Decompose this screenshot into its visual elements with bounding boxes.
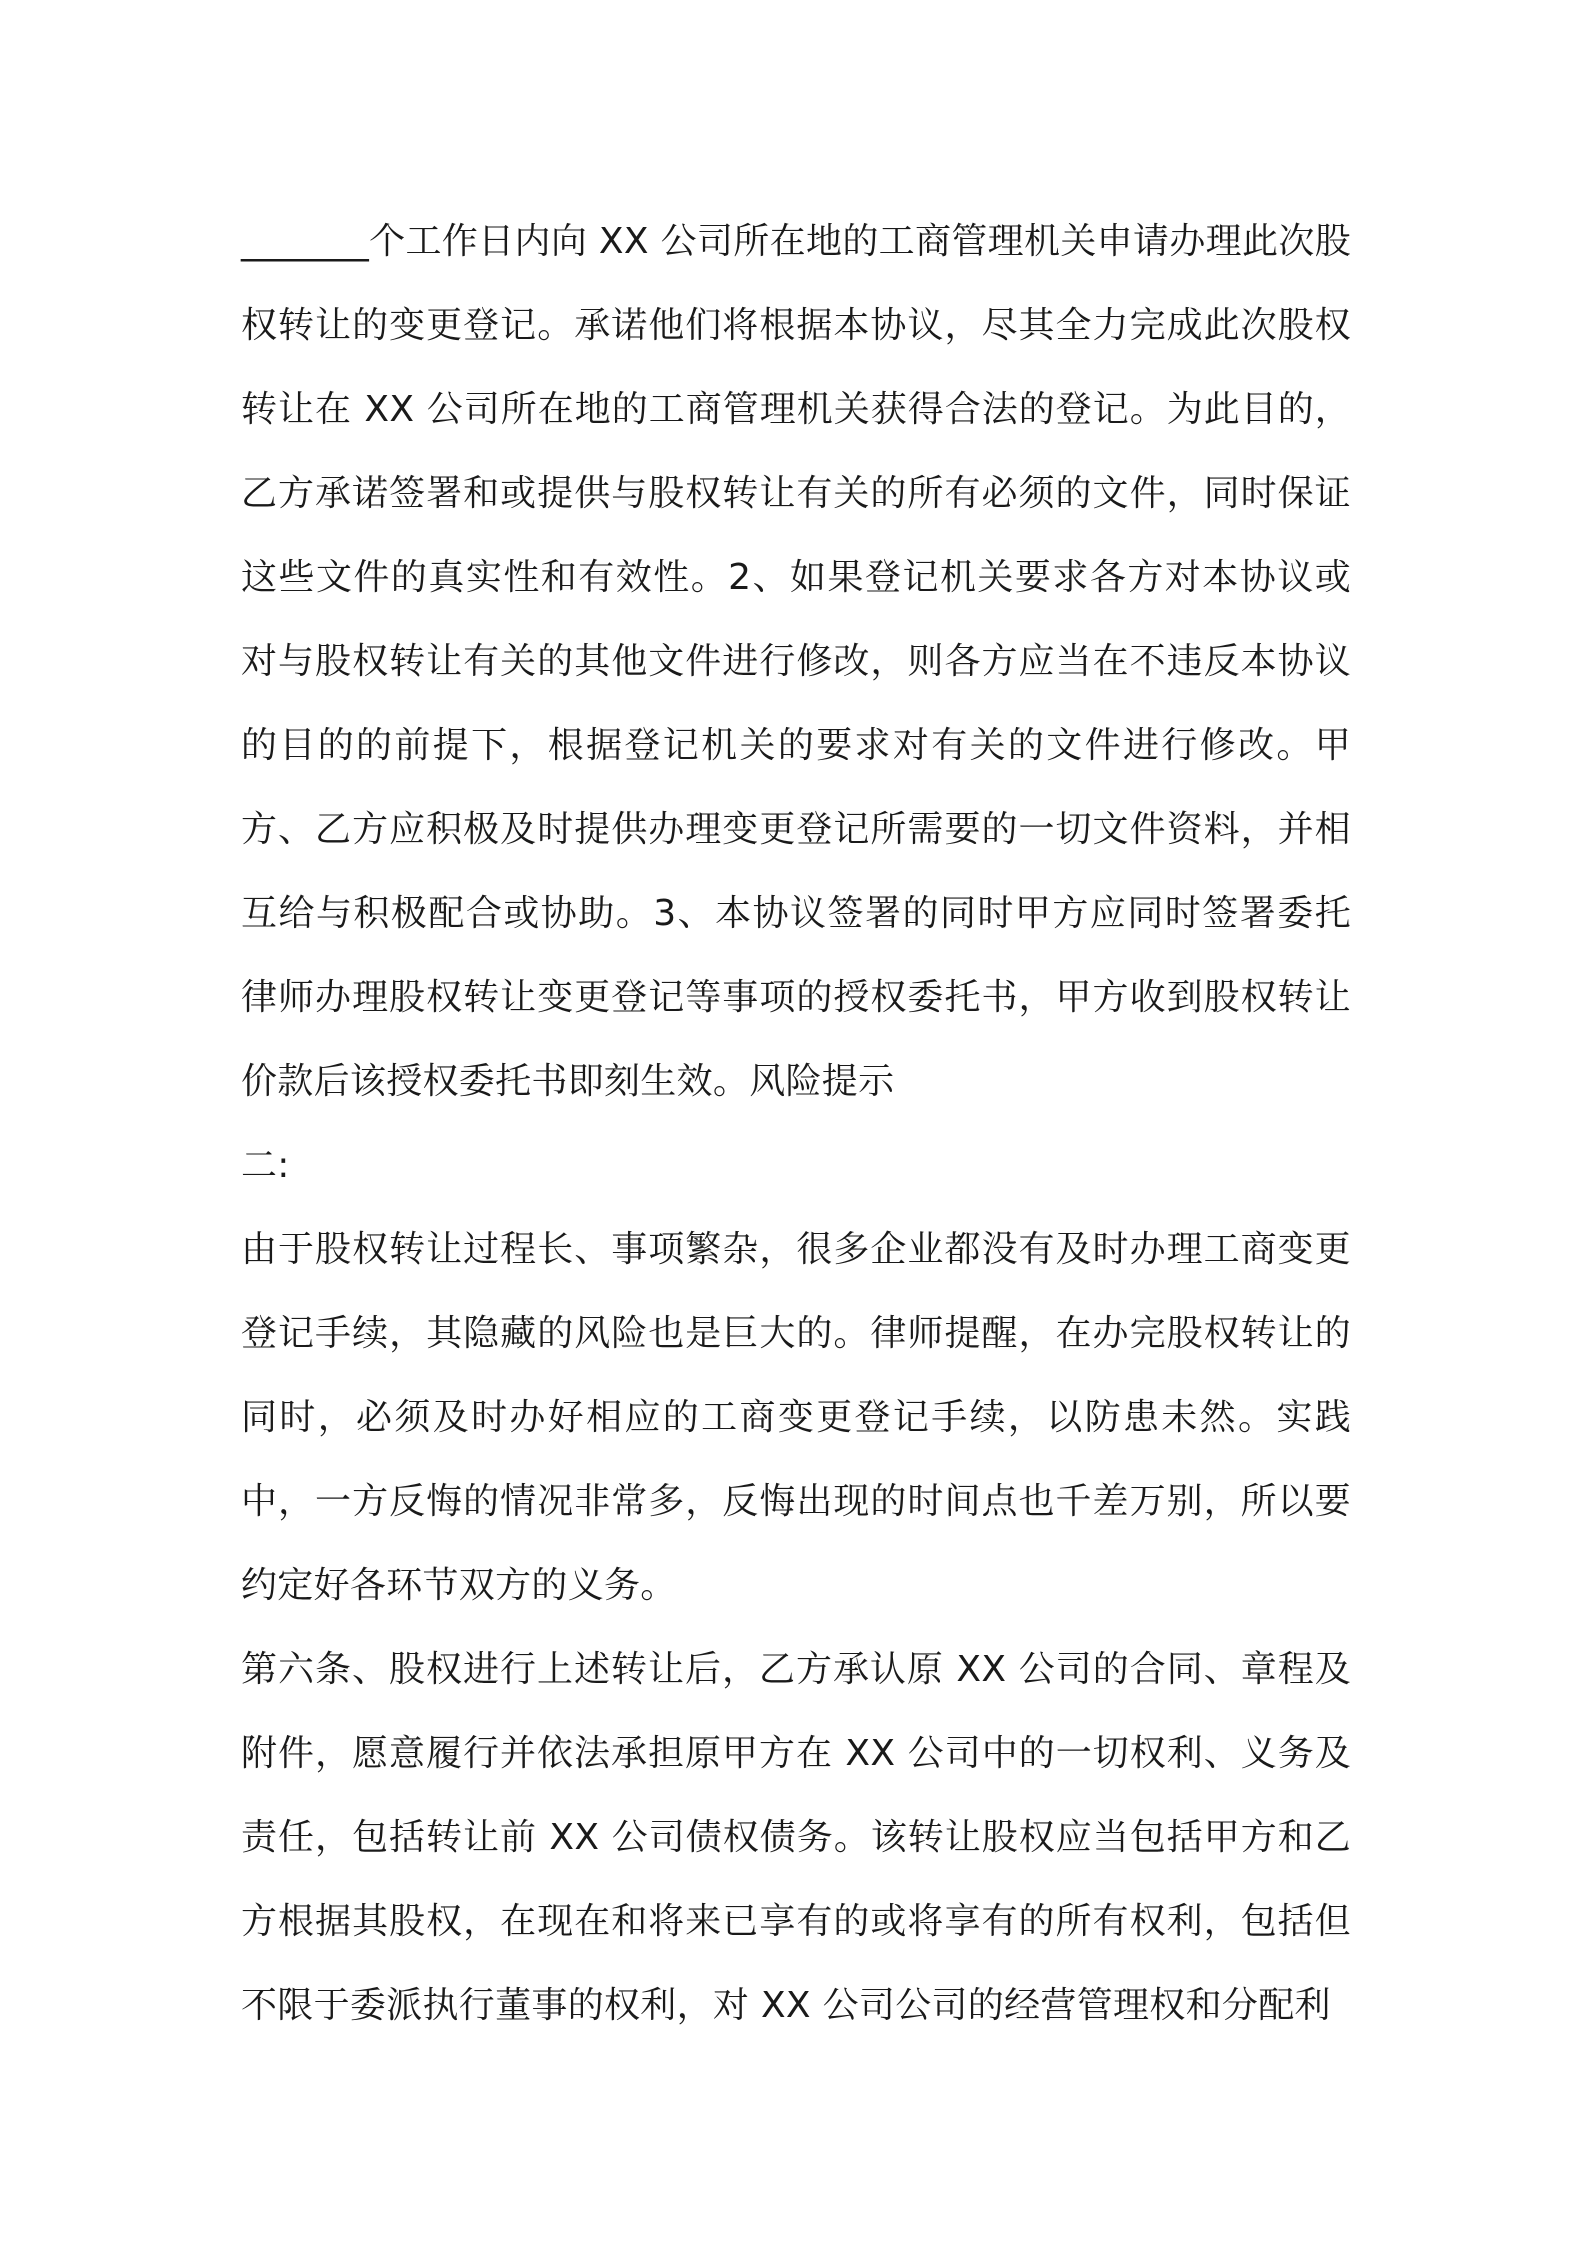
- section-heading-two: 二:: [241, 1145, 290, 1186]
- paragraph-equity-registration: _______个工作日内向 XX 公司所在地的工商管理机关申请办理此次股权转让的变更登记。承诺他们将根据本协议，尽其全力完成此次股权转让在 XX 公司所在地的工商管理机关获得合法的登记。为此目的，乙方承诺签署和或提供与股权转让有关的所有必须的文件，同时保证这些文件的真实性和有效性。2、如果登记机关要求各方对本协议或对与股权转让有关的其他文件进行修改，则各方应当在不违反本协议的目的的前提下，根据登记机关的要求对有关的文件进行修改。甲方、乙方应积极及时提供办理变更登记所需要的一切文件资料，并相互给与积极配合或协助。3、本协议签署的同时甲方应同时签署委托律师办理股权转让变更登记等事项的授权委托书，甲方收到股权转让价款后该授权委托书即刻生效。风险提示: [241, 221, 1351, 1102]
- paragraph-article-six: 第六条、股权进行上述转让后，乙方承认原 XX 公司的合同、章程及附件，愿意履行并依法承担原甲方在 XX 公司中的一切权利、义务及责任，包括转让前 XX 公司债权债务。该转让股权应当包括甲方和乙方根据其股权，在现在和将来已享有的或将享有的所有权利，包括但不限于委派执行董事的权利，对 XX 公司公司的经营管理权和分配利: [241, 1649, 1351, 2026]
- paragraph-risk-notice: 由于股权转让过程长、事项繁杂，很多企业都没有及时办理工商变更登记手续，其隐藏的风险也是巨大的。律师提醒，在办完股权转让的同时，必须及时办好相应的工商变更登记手续，以防患未然。实践中，一方反悔的情况非常多，反悔出现的时间点也千差万别，所以要约定好各环节双方的义务。: [241, 1229, 1351, 1606]
- document-body: [241, 200, 1351, 2048]
